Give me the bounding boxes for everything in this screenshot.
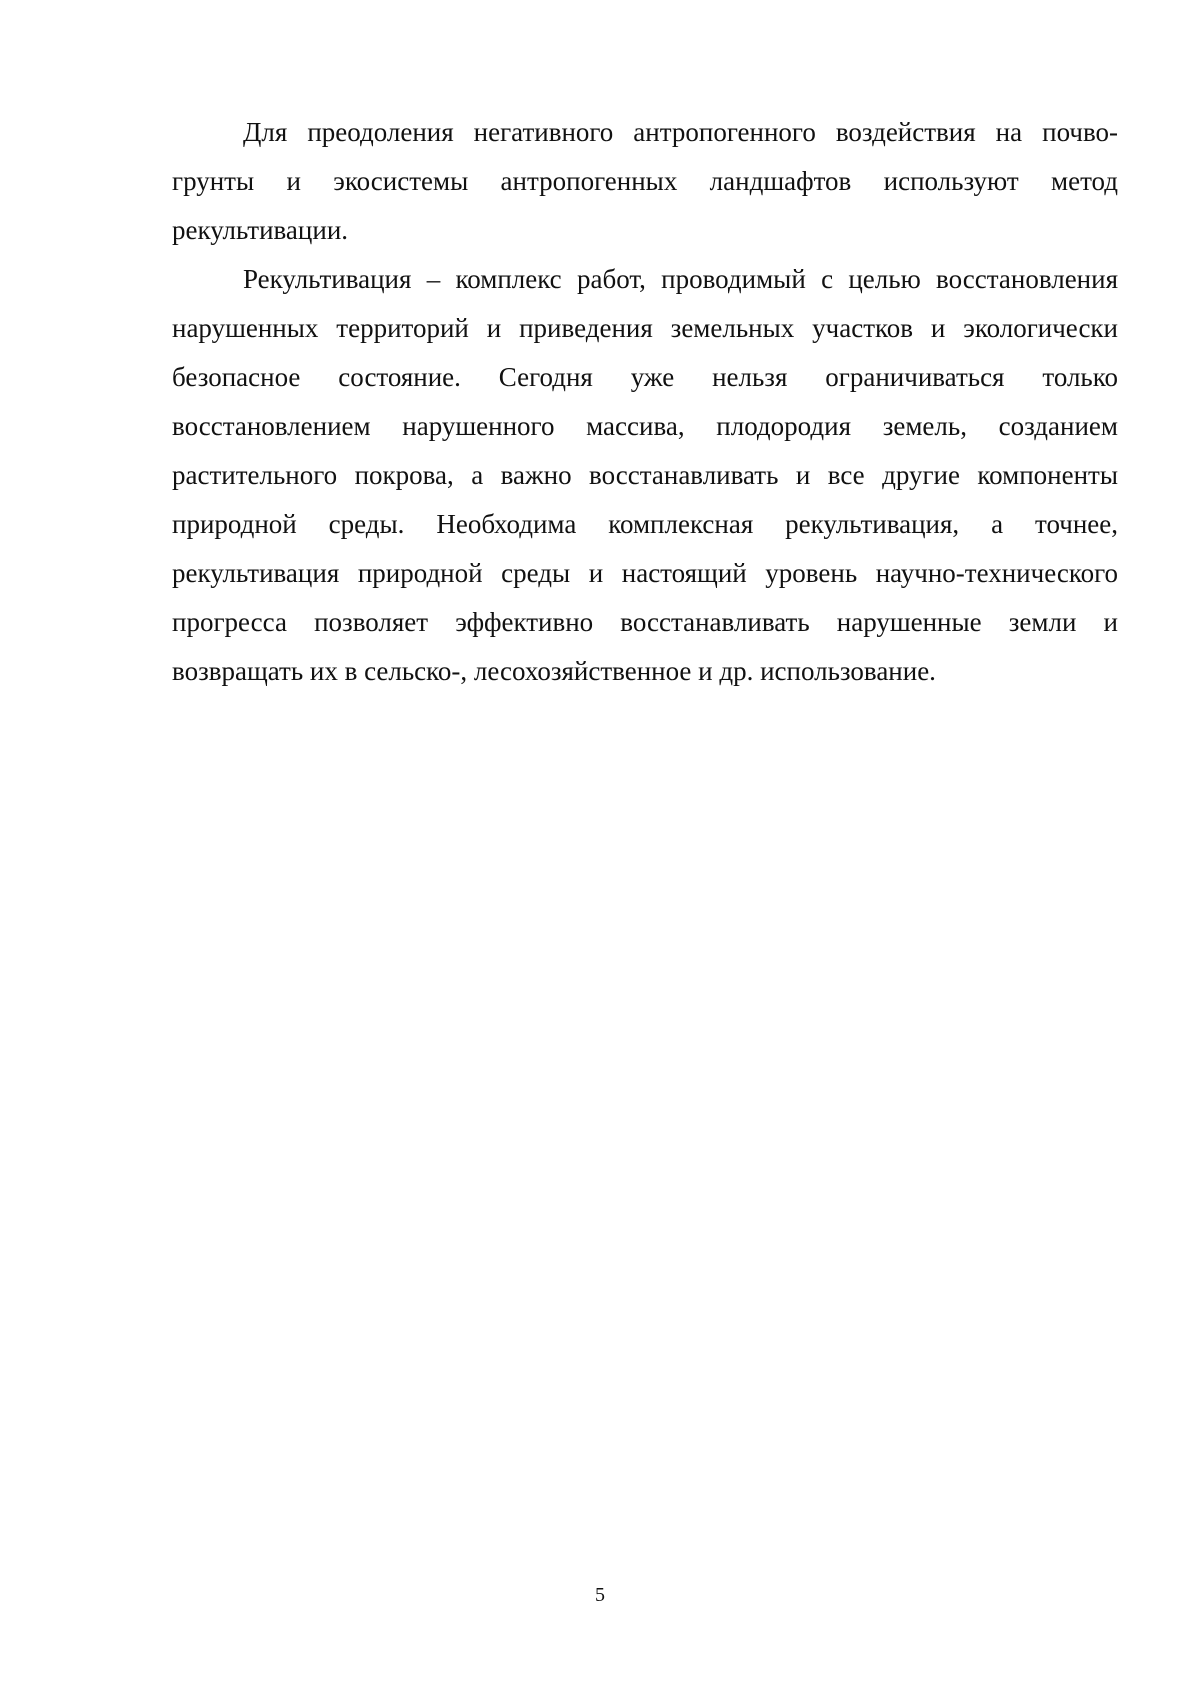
body-text bbox=[172, 108, 1118, 696]
paragraph-1: Для преодоления негативного антропогенного воздействия на почво-грунты и экосистемы антропогенных ландшафтов используют метод рекультивации. bbox=[172, 117, 1118, 245]
page-number: 5 bbox=[595, 1584, 605, 1606]
paragraph-2: Рекультивация – комплекс работ, проводимый с целью восстановления нарушенных территорий и приведения земельных участков и экологически безопасное состояние. Сегодня уже нельзя ограничиваться только восстановлением нарушенного массива, плодородия земель, созданием растительного покрова, а важно восстанавливать и все другие компоненты природной среды. Необходима комплексная рекультивация, а точнее, рекультивация природной среды и настоящий уровень научно-технического прогресса позволяет эффективно восстанавливать нарушенные земли и возвращать их в сельско-, лесохозяйственное и др. использование. bbox=[172, 264, 1118, 686]
